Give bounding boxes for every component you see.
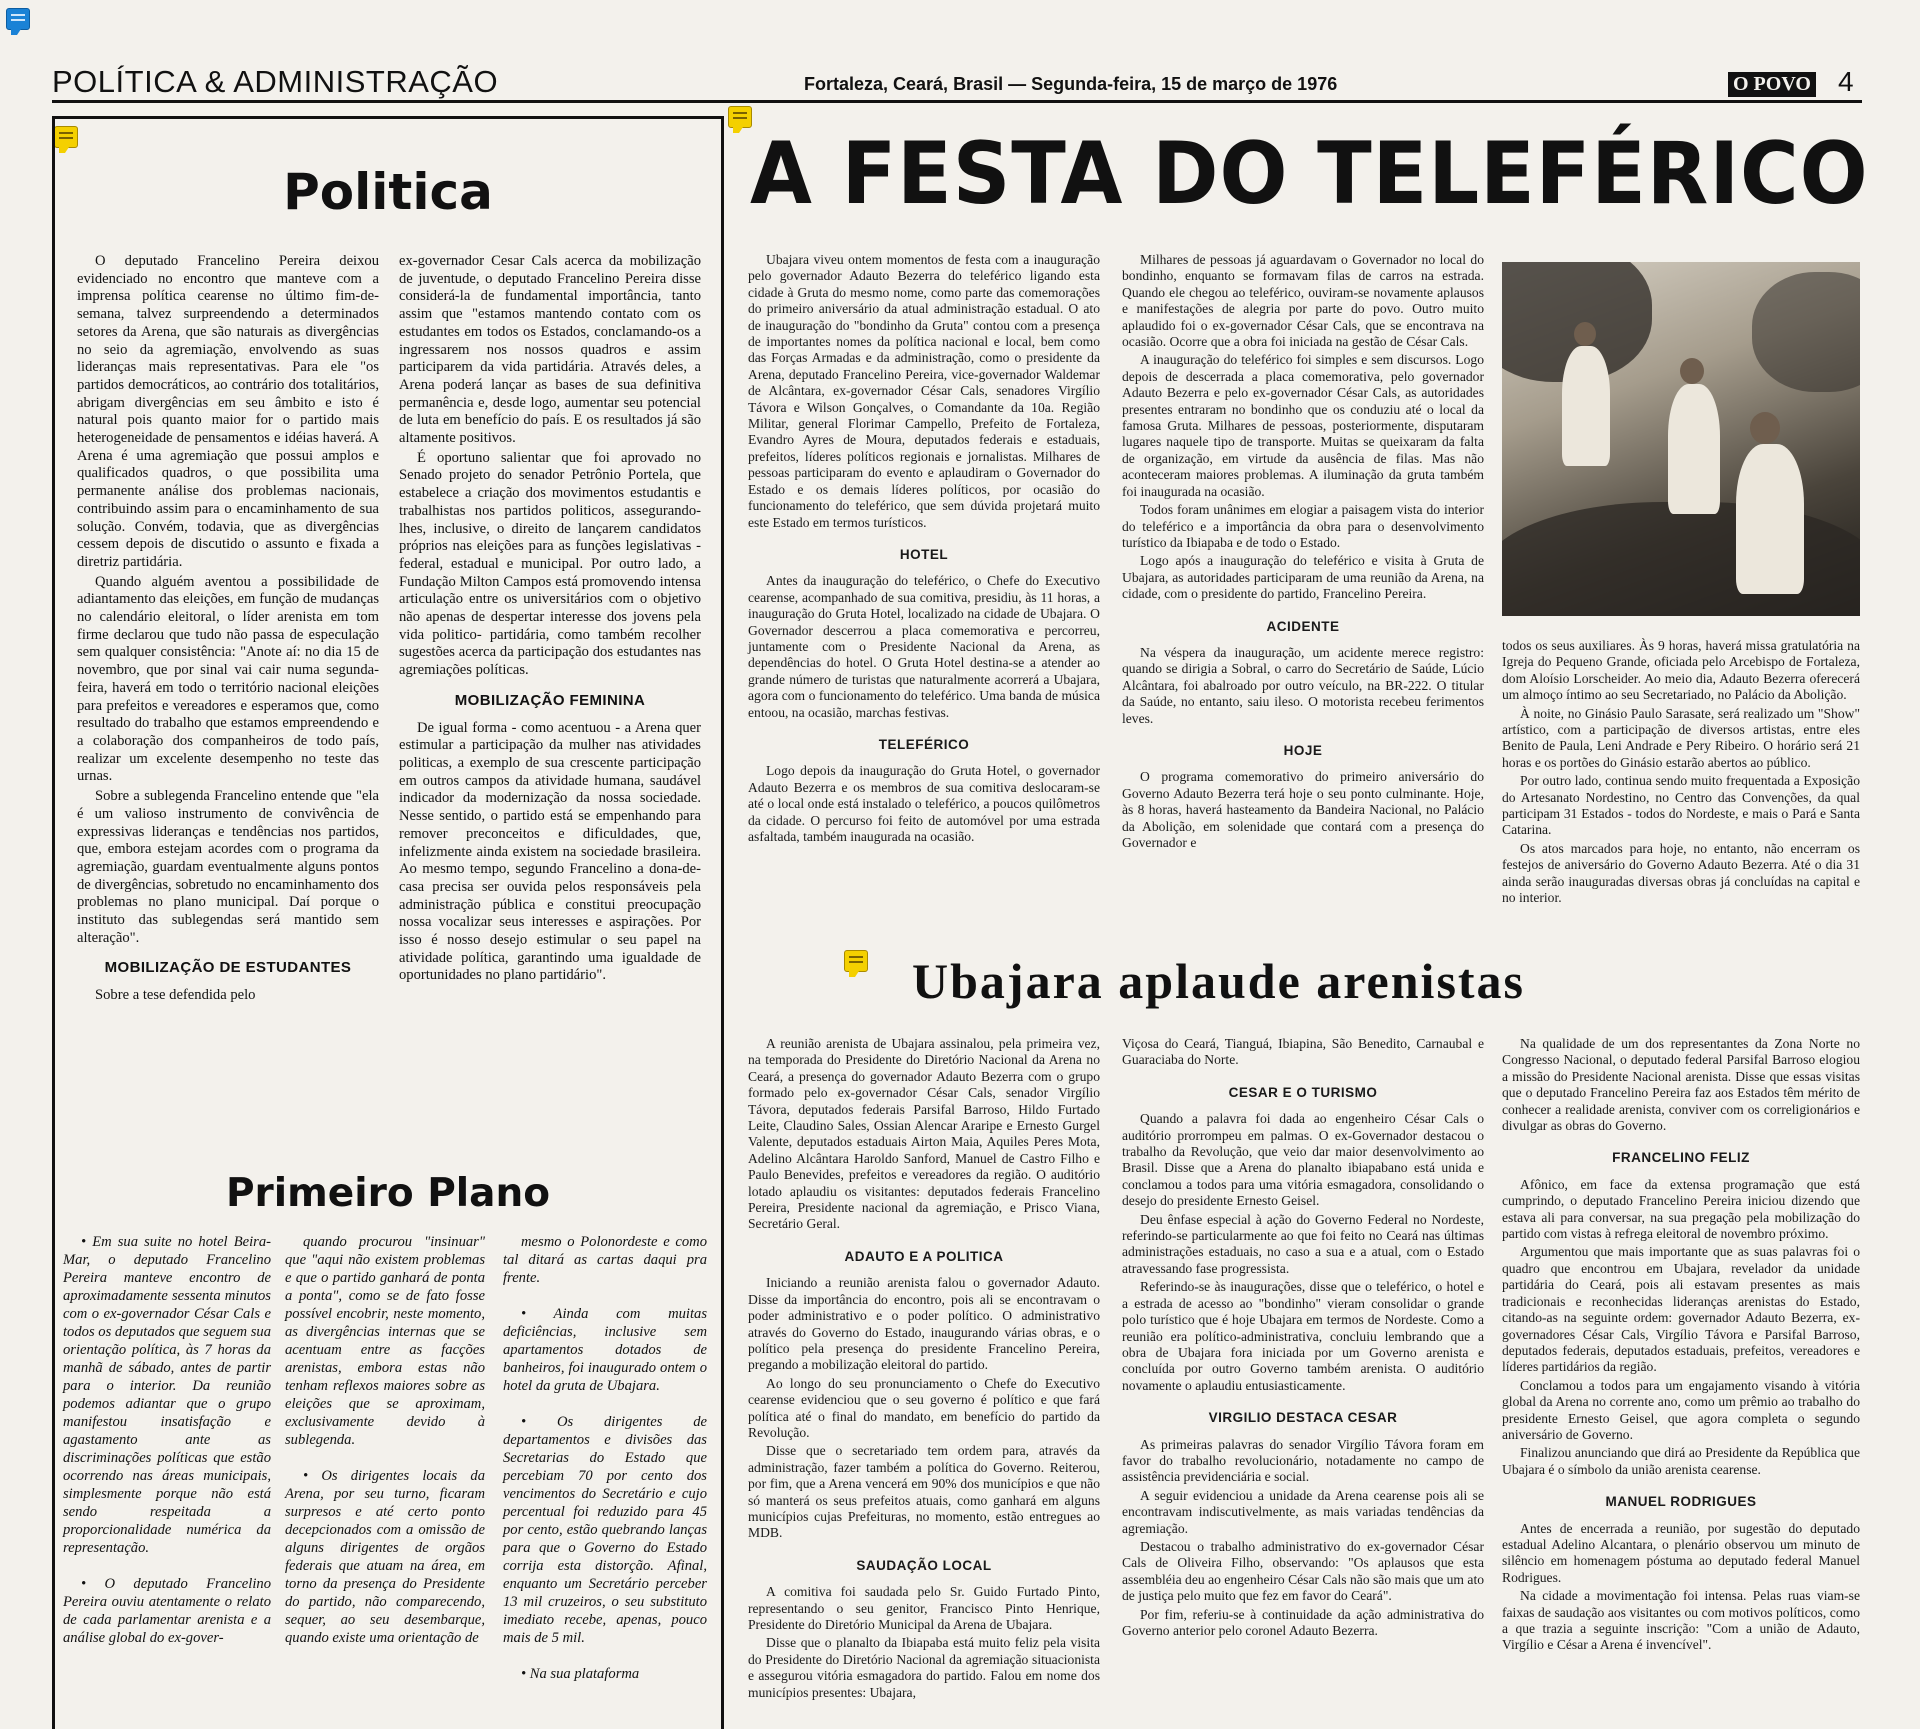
- paragraph: Na véspera da inauguração, um acidente merece registro: quando se dirigia a Sobral, o carro do Secretário de Saúde, Lúcio Alcântara, foi abalroado por outro veículo, na BR-222. O titular da Saúde, no entanto, saiu ileso. O motorista recebeu ferimentos leves.: [1122, 644, 1484, 726]
- paragraph: Argumentou que mais importante que as suas palavras foi o quadro que encontrou em Ubajara, revelador da unidade partidária do Ceará, pois ali estavam presentes as mais tradicionais e reconhecidas lideranças arenistas do Estado, citando-as na seguinte ordem: governador Adauto Bezerra, ex-governadores César Cals, Virgílio Távora e Parsifal Barroso, deputados federais, deputados estaduais, prefeitos, vereadores e líderes partidários da região.: [1502, 1244, 1860, 1375]
- primeiro-plano-title: Primeiro Plano: [225, 1171, 551, 1216]
- paragraph: Sobre a tese defendida pelo: [95, 987, 256, 1004]
- paragraph: Milhares de pessoas já aguardavam o Governador no local do bondinho, enquanto se formavam filas de carros na estrada. Quando ele chegou ao teleférico, ouviram-se novamente aplausos e manifestações de alegria por parte do povo. Outro muito aplaudido foi o ex-governador César Cals, que se encontrava na ocasião. Ocorre que a obra foi iniciada na gestão de César Cals.: [1122, 252, 1484, 350]
- paragraph: O deputado Francelino Pereira deixou evidenciado no encontro que manteve com a imprensa política cearense no último fim-de-semana, talvez surpreendendo a determinados setores da Arena, que são naturais as divergências no seio da agremiação, envolvendo as suas lideranças mais representativas. Para ele "os partidos democráticos, ao contrário dos totalitários, abrigam divergências em seu âmbito e isto é natural pois quanto maior for o partido mais heterogeneidade de pensamentos e idéias haverá. A Arena é uma agremiação que possui amplos e qualificados quadros, o que possibilita uma permanente análise dos problemas nacionais, contribuindo assim para o encaminhamento de sua solução. Convém, todavia, que as divergências cessem depois de discutido o assunto e fixada a diretriz partidária.: [77, 253, 379, 570]
- subheading: CESAR E O TURISMO: [1228, 1084, 1378, 1100]
- comment-marker-icon[interactable]: [6, 8, 30, 30]
- paragraph: • Ainda com muitas deficiências, inclusive sem apartamentos dotados de banheiros, foi inaugurado ontem o hotel da gruta de Ubajara.: [503, 1306, 707, 1394]
- comment-marker-icon[interactable]: [844, 950, 868, 972]
- paragraph: quando procurou "insinuar" que "aqui não existem problemas e que o partido ganhará de ponta a ponta", como se de fato fosse possível encobrir, neste momento, as divergências internas que se acentuam entre as facções arenistas, embora estas não tenham reflexos maiores sobre as eleições que se aproximam, exclusivamente devido à sublegenda.: [285, 1234, 485, 1448]
- comment-marker-icon[interactable]: [728, 106, 752, 128]
- festa-headline: A FESTA DO TELEFÉRICO: [750, 124, 1869, 224]
- section-title: POLÍTICA & ADMINISTRAÇÃO: [52, 64, 499, 99]
- primeiro-plano-column-1: [63, 1233, 271, 1665]
- paragraph: Os atos marcados para hoje, no entanto, não encerram os festejos de aniversário do Governo Adauto Bezerra. Até o dia 31 ainda serão inauguradas diversas obras já concluídas na capital e no interior.: [1502, 840, 1860, 906]
- paragraph: A comitiva foi saudada pelo Sr. Guido Furtado Pinto, representando o seu genitor, Francisco Pinto Henrique, Presidente do Diretório Municipal da Arena de Ubajara.: [748, 1584, 1100, 1632]
- paragraph: As primeiras palavras do senador Virgílio Távora foram em favor do trabalho revolucionário, notadamente no campo de assistência previdenciária e social.: [1122, 1436, 1484, 1485]
- dateline: Fortaleza, Ceará, Brasil — Segunda-feira, 15 de março de 1976: [804, 74, 1338, 94]
- subheading: MOBILIZAÇÃO FEMININA: [454, 691, 646, 709]
- paragraph: • Os dirigentes de departamentos e divisões das Secretarias do Estado que percebiam 70 por cento dos vencimentos do Secretário e cujo percentual foi reduzido para 45 por cento, estão quebrando lanças para que o Governo do Estado corrija esta distorção. Afinal, enquanto um Secretário perceber 13 mil cruzeiros, o seu substituto imediato recebe, apenas, pouco mais de 5 mil.: [503, 1414, 707, 1646]
- paragraph: Disse que o planalto da Ibiapaba está muito feliz pela visita do Presidente do Diretório Nacional da agremiação situacionista e assegurou vitória esmagadora do partido. Falou em nome dos municípios presentes: Ubajara,: [748, 1635, 1100, 1700]
- politica-box: [52, 116, 724, 1729]
- subheading: FRANCELINO FELIZ: [1612, 1150, 1750, 1166]
- paragraph: • Na sua plataforma: [521, 1666, 640, 1682]
- paragraph: Deu ênfase especial à ação do Governo Federal no Nordeste, referindo-se particularmente ao que foi feito no Ceará nas últimas administrações estaduais, no caso a sua e a atual, com o Estado atravessando fase progressista.: [1122, 1211, 1484, 1276]
- paragraph: A reunião arenista de Ubajara assinalou, pela primeira vez, na temporada do Presidente do Diretório Nacional da Arena no Ceará, a presença do governador Adauto Bezerra com o grupo formado pelo ex-governador César Cals, senador Virgílio Távora, deputados federais Parsifal Barroso, Hildo Furtado Leite, Claudino Sales, Ossian Alencar Araripe e Ernesto Gurgel Valente, deputados estaduais Airton Maia, Aquiles Peres Mota, Adelino Alcântara Haroldo Sanford, Manuel de Castro Filho e Paulo Benevides, prefeitos e vereadores da região. O auditório lotado aplaudiu os visitantes: deputados federais Francelino Pereira, Presidente nacional da agremiação, e Prisco Viana, Secretário Geral.: [748, 1036, 1100, 1232]
- paragraph: O programa comemorativo do primeiro aniversário do Governo Adauto Bezerra terá hoje o seu ponto culminante. Hoje, às 8 horas, haverá hasteamento da Bandeira Nacional, no Palácio da Abolição, em solenidade que contará com a presença do Governador e: [1122, 769, 1484, 850]
- paragraph: Destacou o trabalho administrativo do ex-governador César Cals de Oliveira Filho, observando: "Os aplausos que esta assembléia deu ao engenheiro César Cals não são mais que um ato de justiça pelo muito que fez em favor do Ceará".: [1122, 1538, 1485, 1604]
- paragraph: A seguir evidenciou a unidade da Arena cearense pois ali se encontravam indiscutivelmente, as mais variadas tendências da agremiação.: [1122, 1487, 1484, 1536]
- paragraph: É oportuno salientar que foi aprovado no Senado projeto do senador Petrônio Portela, que estabelece a criação dos movimentos estudantis e trabalhistas nos partidos politicos, assegurando-lhes, inclusive, o direito de lançarem candidatos próprios nas eleições para as funções legislativas - federal, estadual e municipal. Por outro lado, a Fundação Milton Campos está promovendo intensa articulação entre os universitários com o objetivo não apenas de despertar interesse dos jovens pela vida politico- partidária, como também recolher sugestões acerca da participação dos estudantes nas agremiações políticas.: [399, 449, 701, 679]
- page-header: [52, 62, 1862, 103]
- paragraph: Antes de encerrada a reunião, por sugestão do deputado estadual Adelino Alcantara, o plenário observou um minuto de silêncio em homenagem póstuma ao deputado federal Manuel Rodrigues.: [1502, 1520, 1860, 1585]
- paragraph: A inauguração do teleférico foi simples e sem discursos. Logo depois de descerrada a placa comemorativa, pelo governador Adauto Bezerra e pelo ex-governador César Cals, as autoridades presentes entraram no bondinho que os conduziu até o local da famosa Gruta. Milhares de pessoas, posteriormente, disputaram lugares naquele tipo de transporte. Muitas se queixaram da falta de organização, em virtude da ausência de filas. Mas não aconteceram maiores problemas. A iluminação da gruta também foi inaugurada na ocasião.: [1122, 352, 1484, 499]
- subheading: MOBILIZAÇÃO DE ESTUDANTES: [104, 959, 352, 977]
- paragraph: De igual forma - como acentuou - a Arena quer estimular a participação da mulher nas atividades politicas, a exemplo de sua crescente participação em outros campos da atividade humana, saudável indicador da modernização da nossa sociedade. Nesse sentido, o partido está se empenhando para remover preconceitos e dificuldades, que, infelizmente ainda existem na sociedade brasileira. Ao mesmo tempo, segundo Francelino a dona-de-casa precisa ser ouvida pelos responsáveis pela administração pública e constitui preocupação nossa vocalizar seus interesses e aspirações. Por isso é nosso desejo estimular o seu papel na atividade política, garantindo uma igualdade de oportunidades no plano partidário".: [399, 719, 701, 984]
- paragraph: Sobre a sublegenda Francelino entende que "ela é um valioso instrumento de convivência de expressivas lideranças e tendências nos partidos, que, embora estejam acordes com o programa da agremiação, guardam eventualmente alguns pontos de divergências, sobretudo no encaminhamento dos problemas no plano municipal. Daí porque o instituto das sublegendas será mantido sem alteração".: [77, 788, 379, 946]
- paragraph: Antes da inauguração do teleférico, o Chefe do Executivo cearense, acompanhado de sua comitiva, presidiu, às 11 horas, a inauguração do Gruta Hotel, localizado na cidade de Ubajara. O Governador descerrou a placa comemorativa e percorreu, juntamente com o Presidente Nacional da Arena, as dependências do hotel. O Gruta Hotel destina-se a atender ao grande número de turistas que naturalmente acorrerá a Ubajara, agora com o funcionamento do teleférico. Uma banda de música entoou, na ocasião, marchas festivas.: [748, 573, 1100, 720]
- festa-column-1: [748, 252, 1100, 847]
- paragraph: Ubajara viveu ontem momentos de festa com a inauguração pelo governador Adauto Bezerra do teleférico ligando esta cidade à Gruta do mesmo nome, como parte das comemorações do primeiro aniversário da atual administração estadual. O ato de inauguração do "bondinho da Gruta" contou com a presença de importantes nomes da política nacional e local, bem como das Forças Armadas e da administração, como o presidente da Arena, deputado Francelino Pereira, vice-governador Waldemar de Alcântara, ex-governador César Cals, senadores Virgílio Távora e Wilson Gonçalves, o Comandante da 10a. Região Militar, general Florimar Campello, Prefeito de Fortaleza, Evandro Ayres de Moura, deputados federais e estaduais, prefeitos, líderes políticos regionais e jornalistas. Milhares de pessoas participaram do evento e aplaudiram o Governador do Estado e os demais líderes políticos, por ocasião do funcionamento do teleférico, que sem dúvida projetará muito este Estado em termos turísticos.: [748, 252, 1100, 530]
- ubajara-column-1: [748, 1036, 1100, 1703]
- newspaper-logo: O POVO: [1728, 72, 1816, 97]
- paragraph: Logo depois da inauguração do Gruta Hotel, o governador Adauto Bezerra e os membros de sua comitiva deslocaram-se até o local onde está instalado o teleférico, a poucos quilômetros da cidade. O percurso foi feito de automóvel por uma estrada asfaltada, também inaugurada na ocasião.: [748, 763, 1100, 844]
- paragraph: todos os seus auxiliares. Às 9 horas, haverá missa gratulatória na Igreja do Pequeno Grande, oficiada pelo Arcebispo de Fortaleza, dom Aloísio Lorscheider. Ao meio dia, Adauto Bezerra oferecerá um almoço íntimo ao seu Secretariado, no Palácio da Abolição.: [1502, 638, 1860, 703]
- festa-column-2: [1122, 252, 1484, 853]
- ubajara-column-2: [1122, 1036, 1484, 1641]
- paragraph: À noite, no Ginásio Paulo Sarasate, será realizado um "Show" artístico, com a participação de diversos artistas, entre eles Benito de Paula, Leni Andrade e Pery Ribeiro. O horário será 21 horas e os portões do Ginásio estarão abertos ao público.: [1502, 705, 1860, 770]
- paragraph: Viçosa do Ceará, Tianguá, Ibiapina, São Benedito, Carnaubal e Guaraciaba do Norte.: [1122, 1036, 1484, 1068]
- paragraph: mesmo o Polonordeste e como tal ditará as cartas daqui pra frente.: [503, 1234, 707, 1286]
- primeiro-plano-column-3: [503, 1233, 707, 1701]
- subheading: HOJE: [1283, 742, 1323, 758]
- subheading: MANUEL RODRIGUES: [1605, 1494, 1757, 1510]
- paragraph: • O deputado Francelino Pereira ouviu atentamente o relato de cada parlamentar arenista e a análise global do ex-gover-: [63, 1576, 271, 1646]
- subheading: TELEFÉRICO: [878, 736, 970, 752]
- paragraph: Na cidade a movimentação foi intensa. Pelas ruas viam-se faixas de saudação aos visitantes ou com motivos políticos, como a que trazia a seguinte inscrição: "Com a união de Adauto, Virgílio e César a Arena é invencível".: [1502, 1588, 1860, 1653]
- ubajara-headline: Ubajara aplaude arenistas: [912, 953, 1526, 1009]
- paragraph: Finalizou anunciando que dirá ao Presidente da República que Ubajara é o símbolo da união arenista cearense.: [1502, 1445, 1860, 1477]
- primeiro-plano-column-2: [285, 1233, 485, 1665]
- subheading: ACIDENTE: [1266, 618, 1340, 634]
- paragraph: Afônico, em face da extensa programação que está cumprindo, o deputado Francelino Pereira iniciou dizendo que estava ali para conversar, na sua pregação pela mobilização do partido com vistas à refrega eleitoral de novembro próximo.: [1502, 1176, 1860, 1242]
- paragraph: Referindo-se às inaugurações, disse que o teleférico, o hotel e a estrada de acesso ao "bondinho" vieram consolidar o grande polo turístico que é hoje Ubajara em termos de Nordeste. Como a reunião era político-administrativa, concluiu lembrando que a obra de Ubajara fora iniciada por um Governo arenista e concluída por outro Governo também arenista. O auditório novamente o aplaudiu entusiasticamente.: [1122, 1279, 1484, 1393]
- paragraph: Iniciando a reunião arenista falou o governador Adauto. Disse da importância do encontro, pois ali se encontravam o poder administrativo e o poder político. O administrativo através do Governo do Estado, inaugurando várias obras, e o político pela presença do presidente Francelino Pereira, pregando a mobilização eleitoral do partido.: [748, 1275, 1100, 1373]
- gruta-photo: [1502, 262, 1860, 616]
- subheading: VIRGILIO DESTACA CESAR: [1208, 1410, 1398, 1426]
- paragraph: • Os dirigentes locais da Arena, por seu turno, ficaram surpresos e até certo ponto decepcionados com a omissão de alguns dirigentes de orgãos federais que atuam na área, em torno da presença do Presidente do partido, não comparecendo, sequer, ao seu desembarque, quando existe uma orientação de: [285, 1468, 485, 1646]
- paragraph: Quando a palavra foi dada ao engenheiro César Cals o auditório prorrompeu em palmas. O ex-Governador destacou o trabalho da Revolução, que veio dar maior desenvolvimento ao Brasil. Disse que a Arena do planalto ibiapabano está unida e conclamou a todos para uma vitória esmagadora, consolidando o desejo do presidente Ernesto Geisel.: [1122, 1111, 1484, 1209]
- politica-column-2: [399, 253, 701, 987]
- paragraph: ex-governador Cesar Cals acerca da mobilização de juventude, o deputado Francelino Pereira disse considerá-la de fundamental importância, tanto assim que "estamos mantendo contato com os estudantes em todos os Estados, conclamando-os a ingressarem nos nossos quadros e assim participarem da vida partidária. Através deles, a Arena poderá lançar as bases de sua definitiva permanência e, desde logo, aumentar seu potencial de luta em benefício do país. E os resultados já são altamente positivos.: [399, 253, 701, 447]
- politica-title: Politica: [283, 163, 493, 221]
- politica-column-1: [77, 253, 379, 1007]
- ubajara-column-3: [1502, 1036, 1860, 1656]
- paragraph: Na qualidade de um dos representantes da Zona Norte no Congresso Nacional, o deputado federal Parsifal Barroso elogiou a missão do Presidente Nacional arenista. Disse que essas visitas que o deputado Francelino Pereira faz aos Estados têm mérito de conhecer a realidade arenista, conviver com os correligionários e divulgar as obras do Governo.: [1502, 1036, 1860, 1134]
- subheading: ADAUTO E A POLITICA: [844, 1248, 1004, 1264]
- subheading: HOTEL: [899, 546, 949, 562]
- paragraph: Ao longo do seu pronunciamento o Chefe do Executivo cearense evidenciou que o seu governo é político e que fará política até o final do mandato, em benefício do partido da Revolução.: [748, 1375, 1100, 1440]
- paragraph: Por fim, referiu-se à continuidade da ação administrativa do Governo anterior pelo coronel Adauto Bezerra.: [1122, 1606, 1484, 1638]
- festa-column-3: [1502, 638, 1860, 909]
- page-number: 4: [1838, 66, 1854, 97]
- paragraph: Quando alguém aventou a possibilidade de adiantamento das eleições, em função de mudanças no calendário eleitoral, o líder arenista em tom firme declarou que tudo não passa de especulação sem qualquer consistência: "Anote aí: no dia 15 de novembro, que por sinal vai cair numa segunda-feira, haverá em todo o território nacional eleições para prefeitos e vereadores e esperamos que, como resultado do trabalho que estamos empreendendo e a colaboração dos companheiros de todo país, realizar um excelente desempenho no teste das urnas.: [77, 573, 379, 785]
- paragraph: Logo após a inauguração do teleférico e visita à Gruta de Ubajara, as autoridades participaram de uma reunião da Arena, na cidade, com o presidente do partido, Francelino Pereira.: [1122, 553, 1484, 602]
- subheading: SAUDAÇÃO LOCAL: [856, 1557, 992, 1573]
- paragraph: Disse que o secretariado tem ordem para, através da administração, fazer também a política do Governo. Reiterou, por fim, que a Arena vencerá em 90% dos municípios e que não só manterá os seus prefeitos atuais, como ganhará em alguns municípios cujas Prefeituras, no momento, estão entregues ao MDB.: [748, 1443, 1100, 1541]
- paragraph: Conclamou a todos para um engajamento visando à vitória global da Arena no corrente ano, como um prêmio ao trabalho do presidente Ernesto Geisel, que agora completa o segundo aniversário de Governo.: [1502, 1377, 1860, 1442]
- paragraph: Todos foram unânimes em elogiar a paisagem vista do interior do teleférico e a importância da obra para o desenvolvimento turístico da Ibiapaba e de todo o Estado.: [1122, 502, 1484, 550]
- paragraph: Por outro lado, continua sendo muito frequentada a Exposição do Artesanato Nordestino, no Centro das Convenções, da qual participam 31 Estados - todos do Nordeste, e mais o Pará e Santa Catarina.: [1502, 773, 1860, 838]
- paragraph: • Em sua suite no hotel Beira-Mar, o deputado Francelino Pereira manteve encontro de aproximadamente sessenta minutos com o ex-governador César Cals e todos os deputados que seguem sua orientação política, às 7 horas da manhã de sábado, antes de partir para o interior. Da reunião podemos adiantar que o grupo manifestou insatisfação e agastamento ante as discriminações políticas que estão ocorrendo nas áreas municipais, simplesmente porque não está sendo respeitada a proporcionalidade numérica da representação.: [63, 1234, 271, 1556]
